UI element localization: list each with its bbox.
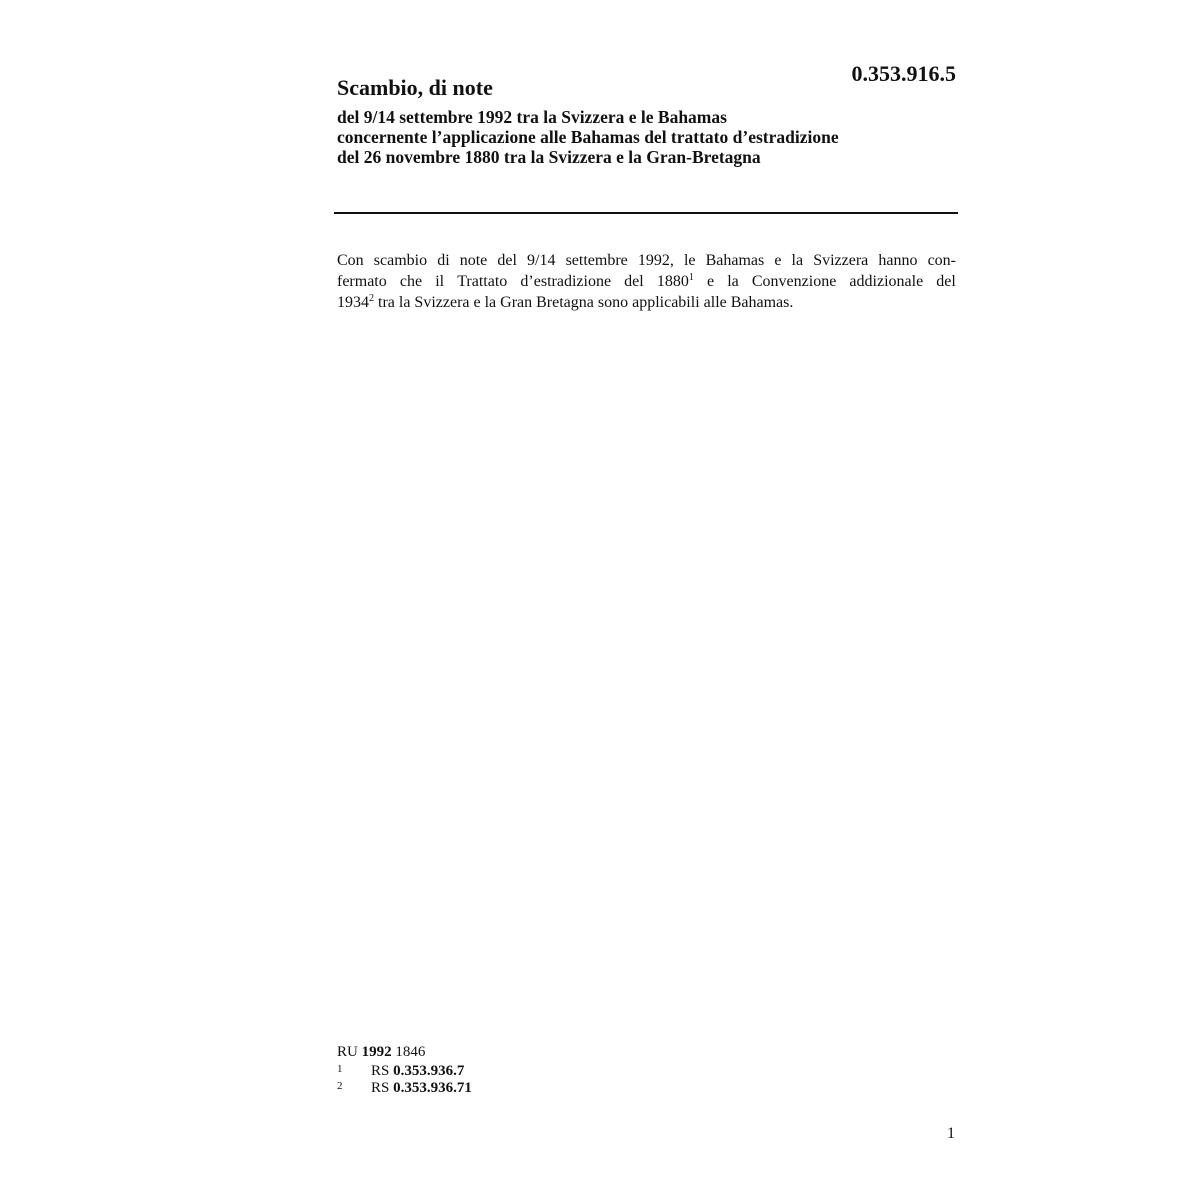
body-word: la — [727, 273, 739, 290]
subtitle-line: del 26 novembre 1880 tra la Svizzera e la Gran-Bretagna — [337, 147, 761, 167]
body-word: e — [706, 273, 715, 290]
footnotes — [337, 1063, 472, 1097]
body-line-1 — [337, 250, 956, 271]
footnoted-word: 1934$^2$ — [337, 293, 374, 311]
body-word: e — [774, 252, 782, 269]
body-word: di — [437, 252, 450, 269]
body-word: Convenzione — [751, 273, 837, 290]
body-word: 1992, — [637, 252, 674, 269]
body-word: settembre — [565, 252, 628, 269]
ru-page: 1846 — [395, 1044, 426, 1060]
body-word: del — [497, 252, 517, 269]
body-word: che — [399, 273, 423, 290]
footnote-marker[interactable]: 1 — [688, 272, 694, 283]
body-word: note — [459, 252, 488, 269]
subtitle-line: concernente l’applicazione alle Bahamas del trattato d’estradizione — [337, 127, 839, 147]
body-word: scambio — [373, 252, 428, 269]
document-title: Scambio, di note — [337, 75, 493, 100]
sr-number: 0.353.916.5 — [851, 61, 956, 86]
ru-prefix: RU — [337, 1044, 358, 1060]
body-word: hanno — [878, 252, 918, 269]
subtitle-line: del 9/14 settembre 1992 tra la Svizzera e le Bahamas — [337, 107, 727, 127]
body-word: con- — [927, 252, 956, 269]
footnote-prefix: RS — [371, 1063, 390, 1079]
body-word: addizionale — [849, 273, 924, 290]
footnote-number: 2 — [337, 1080, 343, 1092]
body-word: fermato — [337, 273, 387, 290]
footnote-prefix: RS — [371, 1080, 390, 1096]
body-word: Con — [337, 252, 364, 269]
page-number: 1 — [947, 1125, 955, 1142]
footnote-ref: 0.353.936.7 — [393, 1063, 465, 1079]
ru-year: 1992 — [361, 1044, 392, 1060]
body-line-2 — [337, 271, 956, 292]
document-subtitle — [337, 107, 957, 167]
body-word: d’estradizione — [520, 273, 612, 290]
footnote-text — [371, 1080, 472, 1097]
body-word: la — [791, 252, 804, 269]
body-word: il — [435, 273, 445, 290]
body-word: le — [683, 252, 696, 269]
footnote — [337, 1063, 472, 1080]
body-word: Svizzera — [813, 252, 869, 269]
footnote-number: 1 — [337, 1063, 343, 1075]
body-word: Bahamas — [705, 252, 765, 269]
body-word: del — [624, 273, 644, 290]
footnote-ref: 0.353.936.71 — [393, 1080, 472, 1096]
body-word: del — [936, 273, 956, 290]
body-text-run: tra la Svizzera e la Gran Bretagna sono applicabili alle Bahamas. — [378, 294, 794, 311]
footnote — [337, 1080, 472, 1097]
body-word: 9/14 — [527, 252, 556, 269]
footnoted-word: 1880$^1$ — [656, 272, 694, 290]
ru-reference — [337, 1043, 425, 1061]
body-paragraph — [337, 250, 956, 313]
footnote-text — [371, 1063, 464, 1080]
body-word: Trattato — [457, 273, 508, 290]
body-line-3 — [337, 292, 956, 313]
footnote-marker[interactable]: 2 — [369, 293, 374, 304]
header-divider — [334, 212, 958, 214]
